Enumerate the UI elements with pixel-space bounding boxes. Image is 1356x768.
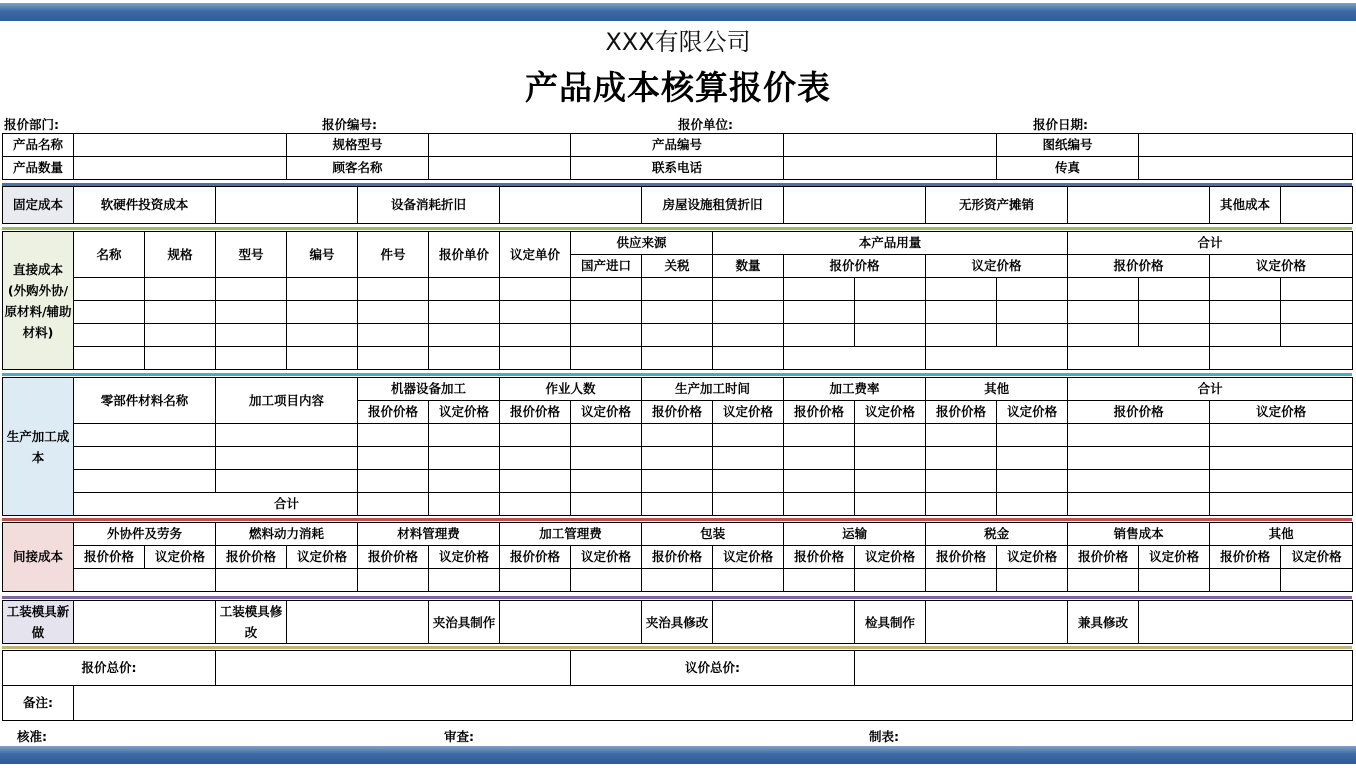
data-cell[interactable] <box>74 347 145 370</box>
data-cell[interactable] <box>1210 301 1281 324</box>
data-cell[interactable] <box>784 569 855 592</box>
product-name-field[interactable] <box>74 134 287 157</box>
agreed-total-label: 议价总价: <box>571 651 855 686</box>
data-cell[interactable] <box>216 569 358 592</box>
data-cell[interactable] <box>1210 424 1353 447</box>
remarks-label: 备注: <box>3 686 74 721</box>
data-cell[interactable] <box>1139 569 1210 592</box>
data-cell[interactable] <box>216 278 287 301</box>
indirect-group-header: 包装 <box>642 523 784 546</box>
indirect-cost-section-label: 间接成本 <box>3 523 74 592</box>
data-cell[interactable] <box>1281 324 1353 347</box>
data-cell[interactable] <box>642 324 713 347</box>
indirect-group-header: 加工管理费 <box>500 523 642 546</box>
quote-price-header: 报价价格 <box>500 546 571 569</box>
data-cell[interactable] <box>1210 447 1353 470</box>
agreed-price-header: 议定价格 <box>571 546 642 569</box>
data-cell[interactable] <box>500 301 571 324</box>
indirect-group-header: 运输 <box>784 523 926 546</box>
agreed-price-header: 议定价格 <box>287 546 358 569</box>
supply-source-header: 供应来源 <box>571 232 713 255</box>
quote-price-header: 报价价格 <box>926 401 997 424</box>
data-cell[interactable] <box>287 324 358 347</box>
quote-price-header: 报价价格 <box>500 401 571 424</box>
data-cell[interactable] <box>1068 347 1210 370</box>
tooling-field[interactable] <box>713 601 855 644</box>
part-name-header: 零部件材料名称 <box>74 378 216 424</box>
agreed-price-header: 议定价格 <box>1210 401 1353 424</box>
tooling-field[interactable] <box>74 601 216 644</box>
data-cell[interactable] <box>784 470 855 493</box>
page-title: 产品成本核算报价表 <box>525 68 831 107</box>
customer-name-label: 顾客名称 <box>287 157 429 180</box>
data-cell[interactable] <box>642 569 713 592</box>
data-cell[interactable] <box>855 424 926 447</box>
data-cell[interactable] <box>926 301 997 324</box>
approve-label: 核准: <box>17 729 47 744</box>
data-cell[interactable] <box>145 324 216 347</box>
data-cell[interactable] <box>1068 424 1210 447</box>
data-cell[interactable] <box>855 493 926 516</box>
data-cell[interactable] <box>571 470 642 493</box>
production-group-header: 加工费率 <box>784 378 926 401</box>
data-cell[interactable] <box>145 301 216 324</box>
agreed-total-field[interactable] <box>855 651 1353 686</box>
total-sub-header: 报价价格 <box>1068 255 1210 278</box>
data-cell[interactable] <box>74 424 216 447</box>
data-cell[interactable] <box>74 324 145 347</box>
data-cell[interactable] <box>926 470 997 493</box>
production-cost-separator <box>2 373 1352 376</box>
data-cell[interactable] <box>642 447 713 470</box>
usage-header: 本产品用量 <box>713 232 1068 255</box>
fixed-item-field[interactable] <box>500 187 642 224</box>
data-cell[interactable] <box>571 301 642 324</box>
direct-col-header: 议定单价 <box>500 232 571 278</box>
data-cell[interactable] <box>74 278 145 301</box>
data-cell[interactable] <box>1210 278 1281 301</box>
direct-col-header: 型号 <box>216 232 287 278</box>
data-cell[interactable] <box>1068 447 1210 470</box>
production-sum-label <box>74 493 358 516</box>
data-cell[interactable] <box>358 278 429 301</box>
process-header: 加工项目内容 <box>216 378 358 424</box>
fixed-item-label: 其他成本 <box>1210 187 1281 224</box>
data-cell[interactable] <box>571 569 642 592</box>
data-cell[interactable] <box>926 447 997 470</box>
data-cell[interactable] <box>997 301 1068 324</box>
data-cell[interactable] <box>1139 324 1210 347</box>
agreed-price-header: 议定价格 <box>429 546 500 569</box>
indirect-cost-separator <box>2 518 1352 521</box>
production-group-header: 机器设备加工 <box>358 378 500 401</box>
quote-price-header: 报价价格 <box>1210 546 1281 569</box>
fixed-item-label: 设备消耗折旧 <box>358 187 500 224</box>
remarks-field[interactable] <box>74 686 1353 721</box>
data-cell[interactable] <box>429 470 500 493</box>
tooling-item-label: 兼具修改 <box>1068 601 1139 644</box>
quote-unit-label: 报价单位: <box>678 117 733 132</box>
indirect-group-header: 税金 <box>926 523 1068 546</box>
data-cell[interactable] <box>429 569 500 592</box>
direct-total-header: 合计 <box>1068 232 1353 255</box>
direct-col-header: 报价单价 <box>429 232 500 278</box>
summary-table <box>2 650 1353 721</box>
production-cost-section-label: 生产加工成本 <box>3 378 74 516</box>
data-cell[interactable] <box>713 569 784 592</box>
product-info-table <box>2 133 1353 180</box>
table-row <box>3 447 1353 470</box>
quote-price-header: 报价价格 <box>74 546 145 569</box>
tooling-field[interactable] <box>287 601 429 644</box>
data-cell[interactable] <box>287 278 358 301</box>
agreed-price-header: 议定价格 <box>997 546 1068 569</box>
top-decorative-bar <box>0 3 1356 21</box>
data-cell[interactable] <box>784 447 855 470</box>
data-cell[interactable] <box>642 278 713 301</box>
direct-cost-section-label: 直接成本 (外购外协/原材料/辅助材料) <box>3 232 74 370</box>
data-cell[interactable] <box>1281 278 1353 301</box>
data-cell[interactable] <box>713 493 784 516</box>
direct-col-header: 编号 <box>287 232 358 278</box>
data-cell[interactable] <box>1281 569 1353 592</box>
data-cell[interactable] <box>1210 493 1353 516</box>
customer-name-field[interactable] <box>429 157 571 180</box>
data-cell[interactable] <box>358 424 429 447</box>
data-cell[interactable] <box>429 301 500 324</box>
agreed-price-header: 议定价格 <box>429 401 500 424</box>
data-cell[interactable] <box>713 278 784 301</box>
data-cell[interactable] <box>713 324 784 347</box>
direct-col-header: 规格 <box>145 232 216 278</box>
agreed-price-header: 议定价格 <box>1281 546 1353 569</box>
data-cell[interactable] <box>358 301 429 324</box>
quote-total-label: 报价总价: <box>3 651 216 686</box>
data-cell[interactable] <box>500 470 571 493</box>
direct-col-header: 名称 <box>74 232 145 278</box>
bottom-decorative-bar <box>0 746 1356 764</box>
agreed-price-header: 议定价格 <box>855 546 926 569</box>
data-cell[interactable] <box>1068 301 1139 324</box>
agreed-price-header: 议定价格 <box>997 401 1068 424</box>
table-row <box>3 493 1353 516</box>
data-cell[interactable] <box>926 278 997 301</box>
data-cell[interactable] <box>642 301 713 324</box>
quote-price-header: 报价价格 <box>358 546 429 569</box>
quote-price-header: 报价价格 <box>1068 546 1139 569</box>
tooling-section-label: 工装模具新做 <box>3 601 74 644</box>
data-cell[interactable] <box>1139 278 1210 301</box>
tooling-table <box>2 600 1353 644</box>
data-cell[interactable] <box>429 424 500 447</box>
data-cell[interactable] <box>642 493 713 516</box>
quote-price-header: 报价价格 <box>926 546 997 569</box>
table-row <box>3 424 1353 447</box>
fax-label: 传真 <box>997 157 1139 180</box>
data-cell[interactable] <box>784 324 855 347</box>
total-sub-header: 议定价格 <box>1210 255 1353 278</box>
data-cell[interactable] <box>642 347 713 370</box>
data-cell[interactable] <box>571 424 642 447</box>
supply-sub-header: 国产进口 <box>571 255 642 278</box>
indirect-group-header: 燃料动力消耗 <box>216 523 358 546</box>
prepare-label: 制表: <box>869 729 899 744</box>
quote-price-header: 报价价格 <box>642 401 713 424</box>
data-cell[interactable] <box>74 569 216 592</box>
data-cell[interactable] <box>1210 470 1353 493</box>
product-qty-field[interactable] <box>74 157 287 180</box>
data-cell[interactable] <box>216 347 287 370</box>
data-cell[interactable] <box>713 470 784 493</box>
agreed-price-header: 议定价格 <box>713 546 784 569</box>
review-label: 审查: <box>444 729 474 744</box>
table-row <box>3 324 1353 347</box>
tooling-field[interactable] <box>1139 601 1353 644</box>
agreed-price-header: 议定价格 <box>713 401 784 424</box>
product-code-field[interactable] <box>784 134 997 157</box>
product-code-label: 产品编号 <box>571 134 784 157</box>
data-cell[interactable] <box>855 301 926 324</box>
data-cell[interactable] <box>358 447 429 470</box>
table-row <box>3 569 1353 592</box>
data-cell[interactable] <box>571 447 642 470</box>
drawing-no-label: 图纸编号 <box>997 134 1139 157</box>
quote-price-header: 报价价格 <box>358 401 429 424</box>
tooling-separator <box>2 596 1352 599</box>
usage-sub-header: 数量 <box>713 255 784 278</box>
data-cell[interactable] <box>500 347 571 370</box>
quote-price-header: 报价价格 <box>784 401 855 424</box>
spec-model-field[interactable] <box>429 134 571 157</box>
data-cell[interactable] <box>500 424 571 447</box>
data-cell[interactable] <box>926 324 997 347</box>
spec-model-label: 规格型号 <box>287 134 429 157</box>
data-cell[interactable] <box>74 470 216 493</box>
tooling-field[interactable] <box>926 601 1068 644</box>
quote-number-label: 报价编号: <box>322 117 377 132</box>
data-cell[interactable] <box>1068 324 1139 347</box>
fixed-item-label: 房屋设施租赁折旧 <box>642 187 784 224</box>
supply-sub-header: 关税 <box>642 255 713 278</box>
data-cell[interactable] <box>713 447 784 470</box>
data-cell[interactable] <box>997 424 1068 447</box>
agreed-price-header: 议定价格 <box>571 401 642 424</box>
data-cell[interactable] <box>997 447 1068 470</box>
data-cell[interactable] <box>429 324 500 347</box>
data-cell[interactable] <box>1139 301 1210 324</box>
data-cell[interactable] <box>571 324 642 347</box>
data-cell[interactable] <box>784 347 926 370</box>
data-cell[interactable] <box>855 447 926 470</box>
data-cell[interactable] <box>997 493 1068 516</box>
production-cost-table <box>2 377 1353 516</box>
production-group-header: 其他 <box>926 378 1068 401</box>
data-cell[interactable] <box>784 278 855 301</box>
quote-price-header: 报价价格 <box>642 546 713 569</box>
data-cell[interactable] <box>74 301 145 324</box>
product-name-label: 产品名称 <box>3 134 74 157</box>
company-name: XXX有限公司 <box>605 28 751 56</box>
fixed-cost-table <box>2 186 1353 224</box>
data-cell[interactable] <box>358 347 429 370</box>
data-cell[interactable] <box>216 301 287 324</box>
data-cell[interactable] <box>926 569 997 592</box>
data-cell[interactable] <box>784 424 855 447</box>
data-cell[interactable] <box>855 278 926 301</box>
product-qty-label: 产品数量 <box>3 157 74 180</box>
phone-field[interactable] <box>784 157 997 180</box>
data-cell[interactable] <box>287 347 358 370</box>
fixed-item-field[interactable] <box>784 187 926 224</box>
fixed-item-field[interactable] <box>1068 187 1210 224</box>
data-cell[interactable] <box>358 324 429 347</box>
phone-label: 联系电话 <box>571 157 784 180</box>
data-cell[interactable] <box>571 278 642 301</box>
data-cell[interactable] <box>926 424 997 447</box>
data-cell[interactable] <box>429 347 500 370</box>
indirect-cost-table <box>2 522 1353 592</box>
data-cell[interactable] <box>500 447 571 470</box>
data-cell[interactable] <box>500 493 571 516</box>
data-cell[interactable] <box>713 424 784 447</box>
data-cell[interactable] <box>926 347 1068 370</box>
summary-separator <box>2 646 1352 649</box>
data-cell[interactable] <box>855 470 926 493</box>
data-cell[interactable] <box>216 324 287 347</box>
fixed-cost-section-label: 固定成本 <box>3 187 74 224</box>
data-cell[interactable] <box>216 447 358 470</box>
quote-date-label: 报价日期: <box>1033 117 1088 132</box>
tooling-item-label: 夹治具制作 <box>429 601 500 644</box>
data-cell[interactable] <box>1281 301 1353 324</box>
usage-sub-header: 报价价格 <box>784 255 926 278</box>
data-cell[interactable] <box>784 301 855 324</box>
data-cell[interactable] <box>1210 569 1281 592</box>
data-cell[interactable] <box>1068 278 1139 301</box>
tooling-item-label: 工装模具修改 <box>216 601 287 644</box>
usage-sub-header: 议定价格 <box>926 255 1068 278</box>
data-cell[interactable] <box>1210 324 1281 347</box>
data-cell[interactable] <box>500 324 571 347</box>
production-sum-text: 合计 <box>273 496 299 511</box>
data-cell[interactable] <box>358 470 429 493</box>
data-cell[interactable] <box>571 493 642 516</box>
direct-col-header: 件号 <box>358 232 429 278</box>
data-cell[interactable] <box>500 569 571 592</box>
data-cell[interactable] <box>713 301 784 324</box>
data-cell[interactable] <box>784 493 855 516</box>
data-cell[interactable] <box>429 493 500 516</box>
data-cell[interactable] <box>1068 470 1210 493</box>
table-row <box>3 278 1353 301</box>
data-cell[interactable] <box>216 424 358 447</box>
data-cell[interactable] <box>642 424 713 447</box>
data-cell[interactable] <box>997 569 1068 592</box>
production-group-header: 作业人数 <box>500 378 642 401</box>
data-cell[interactable] <box>642 470 713 493</box>
data-cell[interactable] <box>216 470 358 493</box>
indirect-group-header: 材料管理费 <box>358 523 500 546</box>
data-cell[interactable] <box>855 569 926 592</box>
direct-cost-table <box>2 231 1353 370</box>
agreed-price-header: 议定价格 <box>855 401 926 424</box>
data-cell[interactable] <box>997 278 1068 301</box>
quote-price-header: 报价价格 <box>784 546 855 569</box>
data-cell[interactable] <box>429 278 500 301</box>
data-cell[interactable] <box>926 493 997 516</box>
fixed-item-label: 无形资产摊销 <box>926 187 1068 224</box>
data-cell[interactable] <box>287 301 358 324</box>
data-cell[interactable] <box>358 493 429 516</box>
data-cell[interactable] <box>500 278 571 301</box>
data-cell[interactable] <box>855 324 926 347</box>
fixed-item-field[interactable] <box>216 187 358 224</box>
drawing-no-field[interactable] <box>1139 134 1353 157</box>
data-cell[interactable] <box>1210 347 1353 370</box>
tooling-item-label: 夹治具修改 <box>642 601 713 644</box>
production-group-header: 生产加工时间 <box>642 378 784 401</box>
data-cell[interactable] <box>429 447 500 470</box>
fixed-item-label: 软硬件投资成本 <box>74 187 216 224</box>
indirect-group-header: 外协件及劳务 <box>74 523 216 546</box>
direct-cost-separator <box>2 227 1352 230</box>
fixed-item-field[interactable] <box>1281 187 1353 224</box>
quote-total-field[interactable] <box>216 651 571 686</box>
data-cell[interactable] <box>571 347 642 370</box>
indirect-group-header: 其他 <box>1210 523 1353 546</box>
quote-price-header: 报价价格 <box>216 546 287 569</box>
data-cell[interactable] <box>713 347 784 370</box>
agreed-price-header: 议定价格 <box>1139 546 1210 569</box>
quote-price-header: 报价价格 <box>1068 401 1210 424</box>
agreed-price-header: 议定价格 <box>145 546 216 569</box>
tooling-item-label: 检具制作 <box>855 601 926 644</box>
table-row <box>3 347 1353 370</box>
quote-dept-label: 报价部门: <box>4 117 59 132</box>
data-cell[interactable] <box>145 278 216 301</box>
indirect-group-header: 销售成本 <box>1068 523 1210 546</box>
table-row <box>3 470 1353 493</box>
production-total-header: 合计 <box>1068 378 1353 401</box>
data-cell[interactable] <box>997 470 1068 493</box>
data-cell[interactable] <box>1068 569 1139 592</box>
data-cell[interactable] <box>74 447 216 470</box>
data-cell[interactable] <box>358 569 429 592</box>
table-row <box>3 301 1353 324</box>
data-cell[interactable] <box>1068 493 1210 516</box>
data-cell[interactable] <box>997 324 1068 347</box>
fax-field[interactable] <box>1139 157 1353 180</box>
tooling-field[interactable] <box>500 601 642 644</box>
data-cell[interactable] <box>145 347 216 370</box>
